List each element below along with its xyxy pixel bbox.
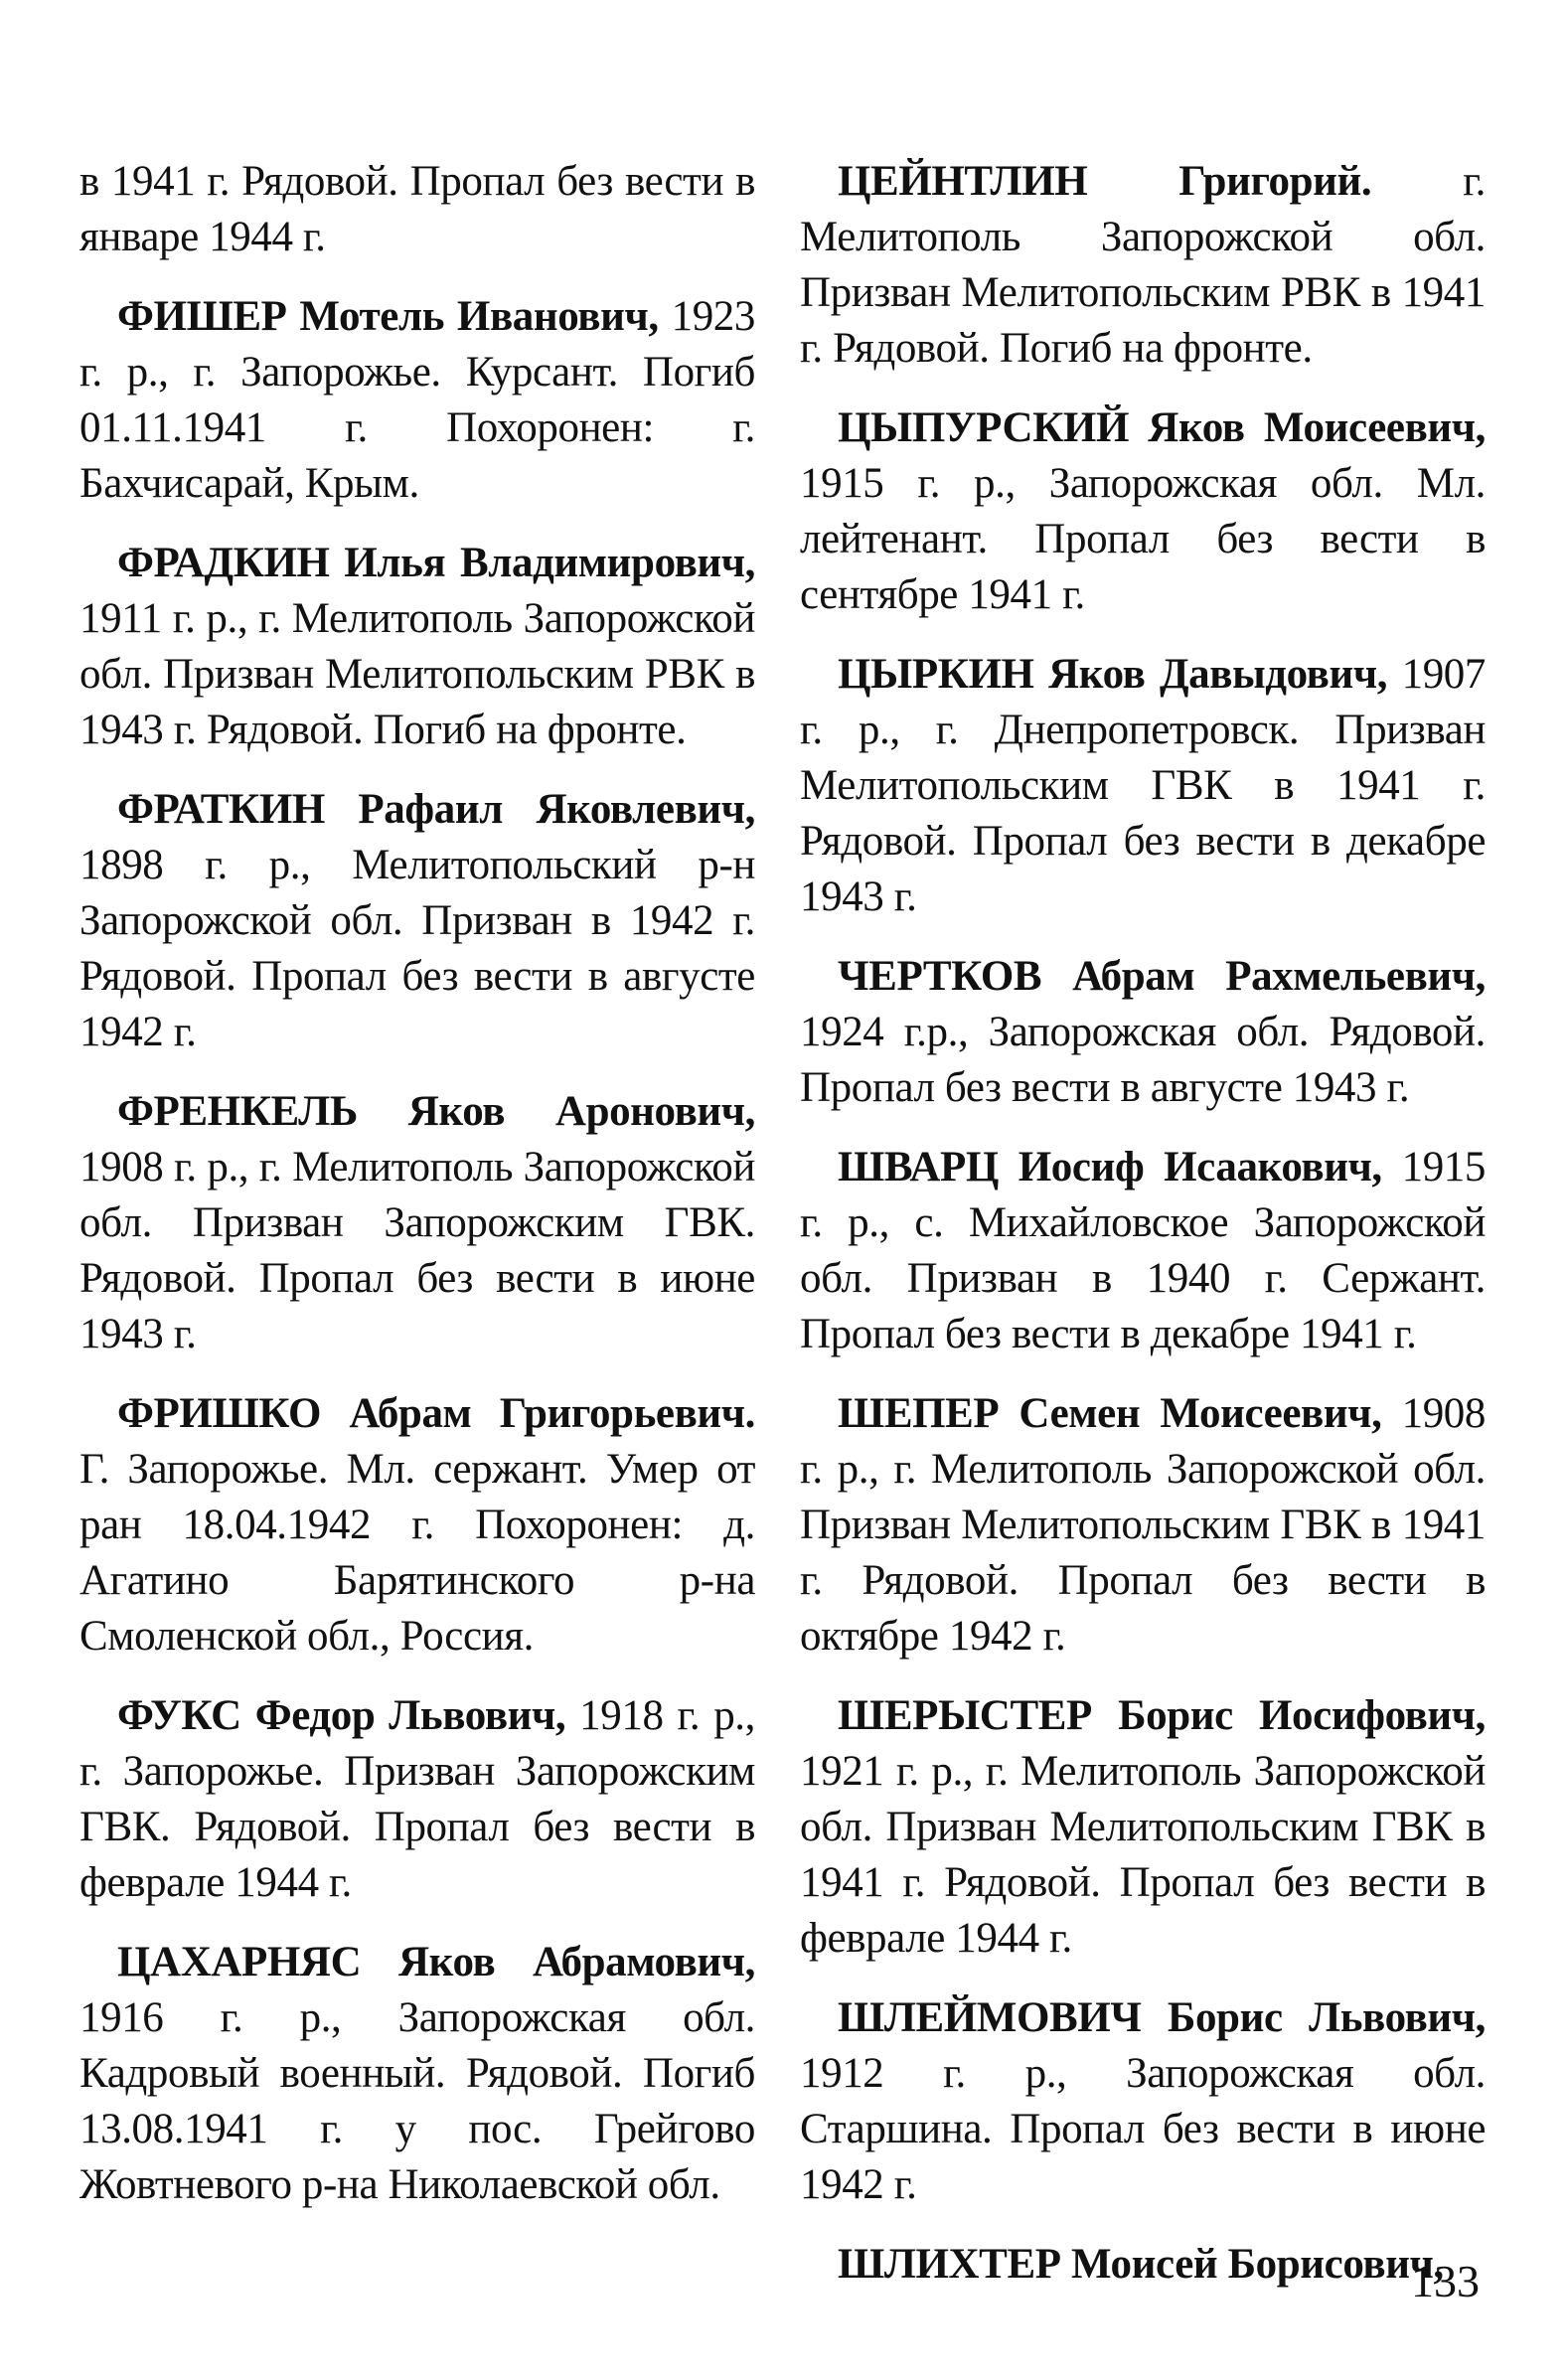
entry: [800, 1386, 1486, 1665]
right-column: [800, 154, 1486, 2316]
entry-text: 1916 г. р., Запорожская обл. Кадровый военный. Рядовой. Погиб 13.08.1941 г. у пос. Грейгово Жовтневого р-на Николаевской обл.: [79, 1994, 755, 2208]
entry-name: ФРАДКИН Илья Владимирович,: [117, 540, 755, 586]
entry-text: г. Мелитополь Запорожской обл. Призван Мелитопольским РВК в 1941 г. Рядовой. Погиб на фронте.: [800, 158, 1486, 372]
entry-name: ФИШЕР Мотель Иванович,: [117, 293, 659, 340]
entry-text: 1915 г. р., с. Михайловское Запорожской обл. Призван в 1940 г. Сержант. Пропал без вести в декабре 1941 г.: [800, 1144, 1486, 1357]
entry: [800, 1140, 1486, 1362]
entry-text: 1912 г. р., Запорожская обл. Старшина. Пропал без вести в июне 1942 г.: [800, 2050, 1486, 2208]
entry-text: 1907 г. р., г. Днепропетровск. Призван Мелитопольским ГВК в 1941 г. Рядовой. Пропал без вести в декабре 1943 г.: [800, 651, 1486, 920]
entry-text: 1911 г. р., г. Мелитополь Запорожской обл. Призван Мелитопольским РВК в 1943 г. Рядовой. Погиб на фронте.: [79, 595, 755, 753]
page-number: 133: [1411, 2256, 1480, 2306]
entry-name: ФУКС Федор Львович,: [117, 1692, 566, 1739]
entry-name: ФРИШКО Абрам Григорьевич.: [117, 1390, 755, 1437]
entry: [79, 1386, 755, 1665]
entry: [800, 154, 1486, 377]
entry: [800, 949, 1486, 1116]
entry-text: в 1941 г. Рядовой. Пропал без вести в январе 1944 г.: [79, 158, 755, 260]
entry-name: ШЕПЕР Семен Моисеевич,: [838, 1390, 1382, 1437]
entry-text: 1915 г. р., Запорожская обл. Мл. лейтенант. Пропал без вести в сентябре 1941 г.: [800, 460, 1486, 618]
entry-name: ШЛЕЙМОВИЧ Борис Львович,: [838, 1994, 1486, 2041]
entry: [79, 1688, 755, 1911]
entry-text: 1923 г. р., г. Запорожье. Курсант. Погиб 01.11.1941 г. Похоронен: г. Бахчисарай, Крым.: [79, 293, 755, 507]
entry-name: ЦЫПУРСКИЙ Яков Моисеевич,: [838, 404, 1486, 451]
entry: [79, 536, 755, 758]
entry-text: Г. Запорожье. Мл. сержант. Умер от ран 18.04.1942 г. Похоронен: д. Агатино Барятинского р-на Смоленской обл., Россия.: [79, 1446, 755, 1660]
entry: [79, 154, 755, 265]
entry: [800, 1990, 1486, 2213]
entry-name: ШЛИХТЕР Моисей Борисович,: [838, 2241, 1444, 2288]
entry: [79, 1084, 755, 1362]
entry: [800, 400, 1486, 623]
entry: [800, 1688, 1486, 1967]
entry-name: ЦАХАРНЯС Яков Абрамович,: [117, 1939, 755, 1985]
entry-name: ЦЫРКИН Яков Давыдович,: [838, 651, 1388, 698]
entry-text: 1908 г. р., г. Мелитополь Запорожской обл. Призван Мелитопольским ГВК в 1941 г. Рядовой. Пропал без вести в октябре 1942 г.: [800, 1390, 1486, 1660]
entry: [79, 1935, 755, 2213]
entry: [79, 289, 755, 512]
entry-text: 1921 г. р., г. Мелитополь Запорожской обл. Призван Мелитопольским ГВК в 1941 г. Рядовой. Пропал без вести в феврале 1944 г.: [800, 1748, 1486, 1962]
entry-text: 1898 г. р., Мелитопольский р-н Запорожской обл. Призван в 1942 г. Рядовой. Пропал без вести в августе 1942 г.: [79, 842, 755, 1055]
entry-text: 1918 г. р., г. Запорожье. Призван Запорожским ГВК. Рядовой. Пропал без вести в феврале 1944 г.: [79, 1692, 755, 1906]
entry: [79, 782, 755, 1060]
entry-name: ШВАРЦ Иосиф Исаакович,: [838, 1144, 1382, 1190]
entry-name: ФРЕНКЕЛЬ Яков Аронович,: [117, 1088, 755, 1135]
entry-name: ШЕРЫСТЕР Борис Иосифович,: [838, 1692, 1486, 1739]
entry: [800, 647, 1486, 925]
entry-text: 1908 г. р., г. Мелитополь Запорожской обл. Призван Запорожским ГВК. Рядовой. Пропал без вести в июне 1943 г.: [79, 1144, 755, 1357]
entry-name: ЦЕЙНТЛИН Григорий.: [838, 158, 1372, 205]
entry: [800, 2237, 1486, 2293]
entry-name: ЧЕРТКОВ Абрам Рахмельевич,: [838, 953, 1486, 1000]
entry-name: ФРАТКИН Рафаил Яковлевич,: [117, 786, 755, 833]
left-column: [79, 154, 755, 2237]
entry-text: 1924 г.р., Запорожская обл. Рядовой. Пропал без вести в августе 1943 г.: [800, 1009, 1486, 1111]
